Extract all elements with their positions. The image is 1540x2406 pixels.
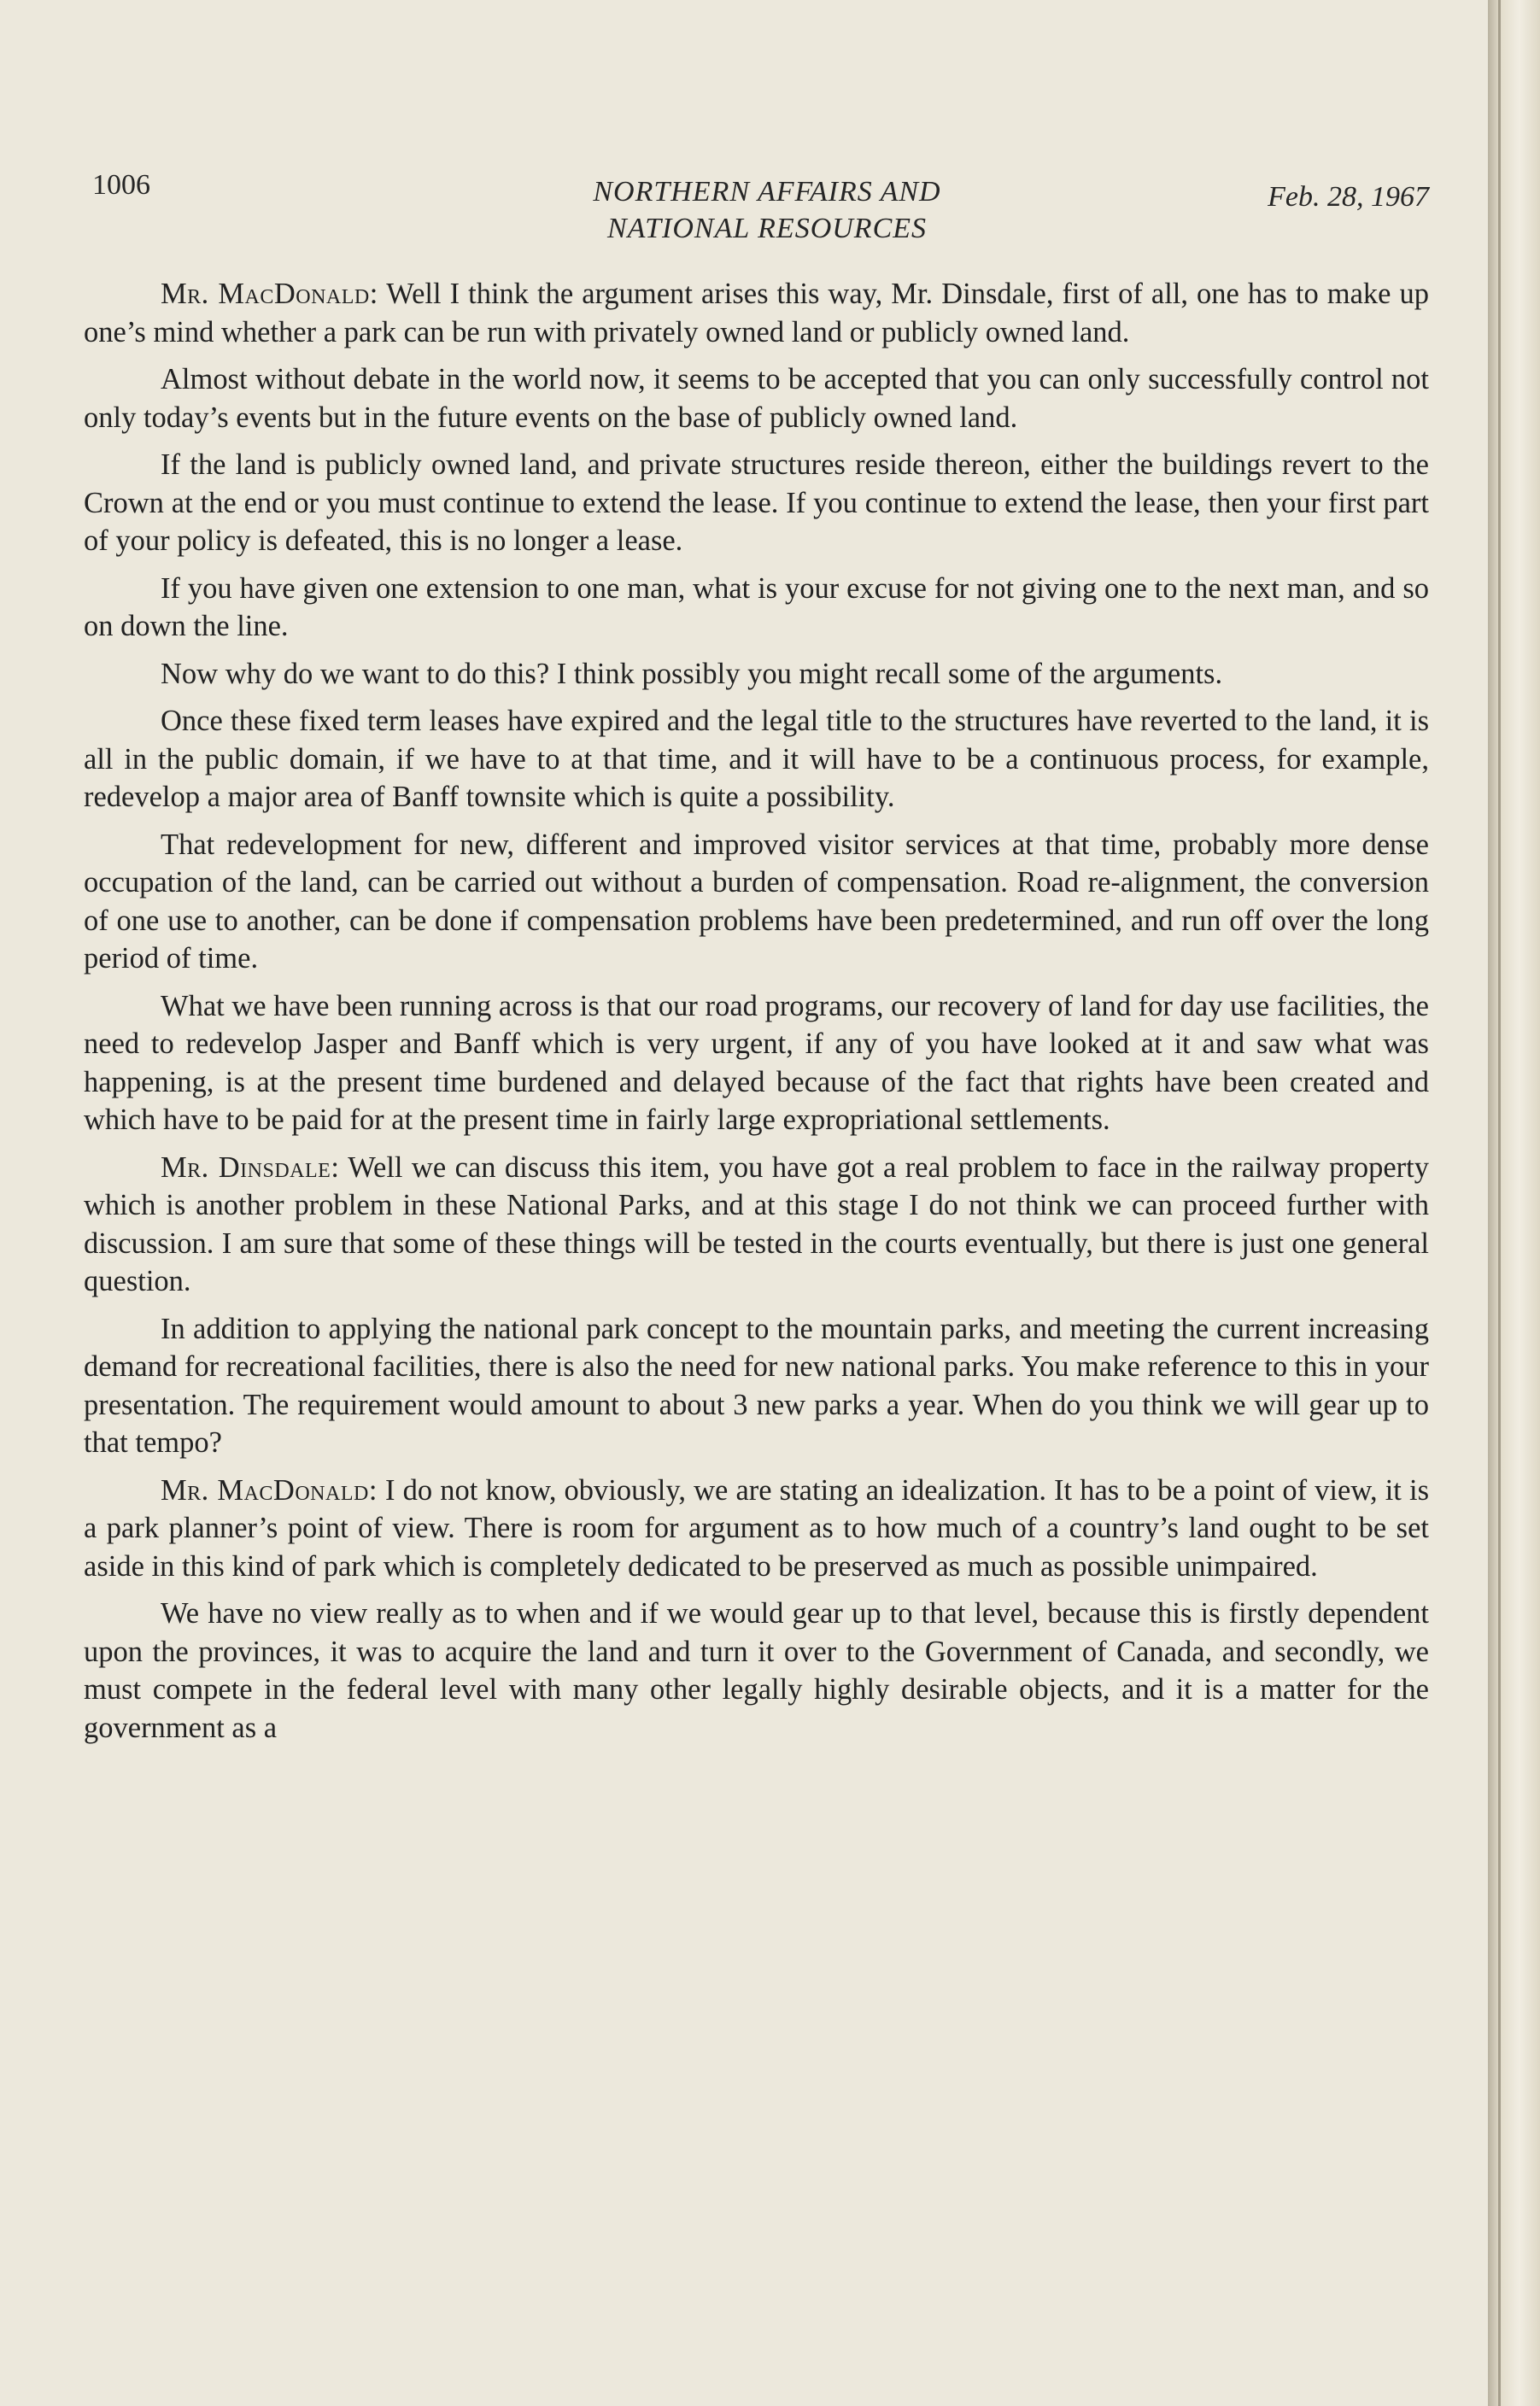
paragraph xyxy=(84,446,1429,560)
page-number: 1006 xyxy=(92,169,150,201)
binding-rule xyxy=(1498,0,1501,2406)
paragraph xyxy=(84,987,1429,1139)
paragraph xyxy=(84,1472,1429,1586)
paragraph-text: If the land is publicly owned land, and private structures reside thereon, either the buildings revert to the Crown at the end or you must continue to extend the lease. If you continue to extend the lease, then your first part of your policy is defeated, this is no longer a lease. xyxy=(84,448,1429,557)
paragraph xyxy=(84,826,1429,978)
paragraph xyxy=(84,1310,1429,1462)
paragraph xyxy=(84,360,1429,436)
page-header xyxy=(92,169,1429,255)
paragraph-text: In addition to applying the national park concept to the mountain parks, and meeting the current increasing demand for recreational facilities, there is also the need for new national parks. You make reference to this in your presentation. The requirement would amount to about 3 new parks a year. When do you think we will gear up to that tempo? xyxy=(84,1312,1429,1459)
paragraph xyxy=(84,1149,1429,1301)
speaker-name: Mr. MacDonald: xyxy=(161,278,378,310)
running-title-line-2: NATIONAL RESOURCES xyxy=(606,212,928,244)
paragraph-text: Well we can discuss this item, you have got a real problem to face in the railway property which is another problem in these National Parks, and at this stage I do not think we can proceed further with discussion. I am sure that some of these things will be tested in the courts eventually, but there is just one general question. xyxy=(84,1150,1429,1297)
paragraph-text: Almost without debate in the world now, it seems to be accepted that you can only successfully control not only today’s events but in the future events on the base of publicly owned land. xyxy=(84,363,1429,434)
paragraph-text: Well I think the argument arises this way, Mr. Dinsdale, first of all, one has to make up one’s mind whether a park can be run with privately owned land or publicly owned land. xyxy=(84,278,1429,348)
paragraph-text: Now why do we want to do this? I think possibly you might recall some of the arguments. xyxy=(161,657,1223,690)
header-date: Feb. 28, 1967 xyxy=(1268,181,1429,213)
paragraph-text: If you have given one extension to one man, what is your excuse for not giving one to the next man, and so on down the line. xyxy=(84,571,1429,642)
paragraph xyxy=(84,655,1429,694)
running-title-line-1: NORTHERN AFFAIRS AND xyxy=(593,176,941,208)
paragraph xyxy=(84,275,1429,351)
paragraph xyxy=(84,702,1429,817)
paragraph-text: I do not know, obviously, we are stating an idealization. It has to be a point of view, it is a park planner’s point of view. There is room for argument as to how much of a country’s land ought to be set aside in this kind of park which is completely dedicated to be preserved as much as possible unimpaired. xyxy=(84,1473,1429,1583)
paragraph xyxy=(84,570,1429,646)
paragraph-text: That redevelopment for new, different and improved visitor services at that time, probably more dense occupation of the land, can be carried out without a burden of compensation. Road re-alignment, the conversion of one use to another, can be done if compensation problems have been predetermined, and run off over the long period of time. xyxy=(84,828,1429,975)
paragraph-text: What we have been running across is that our road programs, our recovery of land for day use facilities, the need to redevelop Jasper and Banff which is very urgent, if any of you have looked at it and saw what was happening, is at the present time burdened and delayed because of the fact that rights have been created and which have to be paid for at the present time in fairly large expropriational settlements. xyxy=(84,989,1429,1136)
speaker-name: Mr. MacDonald: xyxy=(161,1473,378,1507)
paragraph xyxy=(84,1595,1429,1747)
paragraph-text: Once these fixed term leases have expired and the legal title to the structures have reverted to the land, it is all in the public domain, if we have to at that time, and it will have to be a continuous process, for example, redevelop a major area of Banff townsite which is quite a possibility. xyxy=(84,705,1429,813)
paragraph-text: We have no view really as to when and if we would gear up to that level, because this is firstly dependent upon the provinces, it was to acquire the land and turn it over to the Government of Canada, and secondly, we must compete in the federal level with many other legally highly desirable objects, and it is a matter for the government as a xyxy=(84,1597,1429,1744)
book-binding-edge xyxy=(1488,0,1540,2406)
speaker-name: Mr. Dinsdale: xyxy=(161,1150,340,1184)
body-text xyxy=(84,275,1429,1756)
running-title xyxy=(383,174,1151,247)
